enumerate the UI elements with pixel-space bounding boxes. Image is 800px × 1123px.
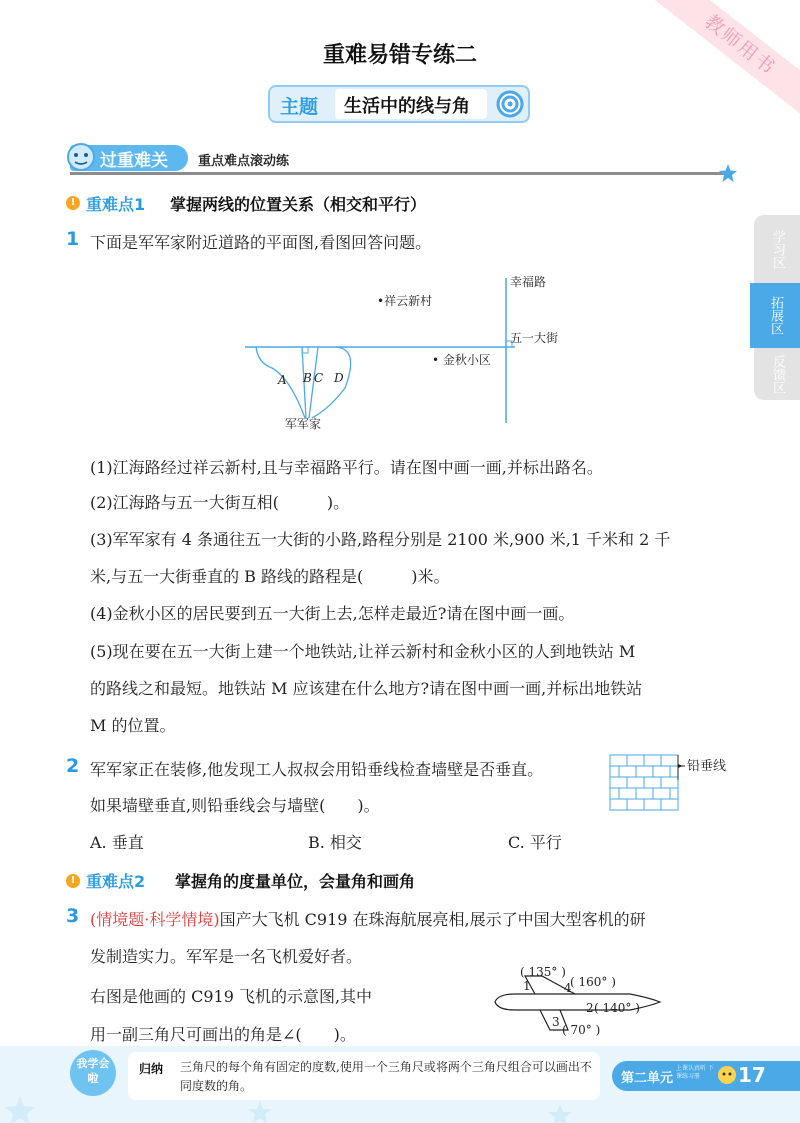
question-1-line-6: (5)现在要在五一大街上建一个地铁站,让祥云新村和金秋小区的人到地铁站 M (90, 642, 636, 661)
key-point-1-label: 重难点1 (86, 195, 146, 214)
question-1-line-4: 米,与五一大街垂直的 B 路线的路程是( )米。 (90, 567, 450, 586)
path-d-label: D (334, 371, 344, 385)
key-point-2-label: 重难点2 (86, 872, 146, 891)
side-tab-study[interactable]: 学习区 (754, 215, 800, 283)
option-b[interactable]: B. 相交 (308, 833, 362, 852)
mascot-icon (64, 141, 98, 173)
question-1-number: 1 (66, 228, 80, 250)
angle-1-index: 1 (523, 979, 531, 993)
page-number: 17 (738, 1063, 766, 1087)
community-label: • 金秋小区 (432, 353, 491, 367)
section-banner-text: 过重难关 (100, 151, 168, 171)
side-tab-extend[interactable]: 拓展区 (750, 283, 800, 348)
page-title: 重难易错专练二 (322, 43, 477, 68)
village-label: •祥云新村 (377, 294, 433, 308)
key-point-1-title: 掌握两线的位置关系（相交和平行） (170, 195, 427, 214)
question-3-line-3: 右图是他画的 C919 飞机的示意图,其中 (90, 987, 373, 1006)
theme-text: 生活中的线与角 (344, 96, 470, 117)
angle-2-value: ( 140° ) (594, 1001, 640, 1015)
question-1-line-2: (2)江海路与五一大街互相( )。 (90, 493, 350, 512)
target-icon (495, 89, 525, 119)
side-tab-feedback[interactable]: 反馈区 (754, 348, 800, 400)
question-1-line-1: (1)江海路经过祥云新村,且与幸福路平行。请在图中画一画,并标出路名。 (90, 458, 603, 477)
question-3-line-2: 发制造实力。军军是一名飞机爱好者。 (90, 947, 363, 966)
home-label: 军军家 (285, 417, 322, 431)
question-2-line-2: 如果墙壁垂直,则铅垂线会与墙壁( )。 (90, 796, 380, 815)
question-3-tag: (情境题·科学情境) (90, 910, 220, 929)
question-3-line-1 (90, 907, 646, 930)
theme-label: 主题 (280, 96, 319, 118)
question-1-line-3: (3)军军家有 4 条通往五一大街的小路,路程分别是 2100 米,900 米,1 千米和 2 千 (90, 530, 671, 549)
question-1-line-8: M 的位置。 (90, 716, 176, 735)
brick-wall-figure (605, 750, 755, 816)
unit-slogan: 上课认真听 下课练习册 (676, 1065, 714, 1080)
key-point-2-title: 掌握角的度量单位，会量角和画角 (175, 872, 416, 891)
path-a-label: A (278, 373, 287, 387)
path-b-label: B (303, 371, 312, 385)
option-c[interactable]: C. 平行 (508, 833, 562, 852)
question-3-number: 3 (66, 905, 80, 927)
footer-bubble-text: 我学会啦 (76, 1057, 110, 1085)
footer-tag: 归纳 (139, 1062, 164, 1076)
star-icon (718, 163, 738, 183)
mascot-icon (716, 1062, 738, 1088)
angle-4-value: ( 160° ) (570, 975, 616, 989)
angle-3-value: ( 70° ) (562, 1023, 601, 1037)
plumb-line-label: 铅垂线 (687, 759, 727, 774)
question-1-line-5: (4)金秋小区的居民要到五一大街上去,怎样走最近?请在图中画一画。 (90, 604, 575, 623)
option-a[interactable]: A. 垂直 (90, 833, 144, 852)
question-1-line-7: 的路线之和最短。地铁站 M 应该建在什么地方?请在图中画一画,并标出地铁站 (90, 679, 643, 698)
section-divider (70, 172, 725, 175)
question-3-line-4: 用一副三角尺可画出的角是∠( )。 (90, 1025, 356, 1044)
angle-4-index: 4 (564, 981, 572, 995)
section-subtitle: 重点难点滚动练 (198, 154, 290, 169)
question-3-text-1: 国产大飞机 C919 在珠海航展亮相,展示了中国大型客机的研 (219, 910, 646, 929)
avenue-label: 五一大街 (510, 331, 559, 345)
warning-icon: ! (66, 196, 80, 210)
angle-3-index: 3 (552, 1015, 560, 1029)
airplane-figure (480, 960, 680, 1042)
corner-stamp: 教师用书 (651, 0, 800, 120)
angle-2-index: 2 (586, 1001, 594, 1015)
path-c-label: C (314, 371, 324, 385)
question-1-stem: 下面是军军家附近道路的平面图,看图回答问题。 (90, 233, 432, 252)
angle-1-value: ( 135° ) (520, 965, 566, 979)
footer-text: 三角尺的每个角有固定的度数,使用一个三角尺或将两个三角尺组合可以画出不同度数的角。 (180, 1060, 592, 1093)
warning-icon: ! (66, 874, 80, 888)
question-2-line-1: 军军家正在装修,他发现工人叔叔会用铅垂线检查墙壁是否垂直。 (90, 760, 544, 779)
road-xingfu-label: 幸福路 (510, 275, 547, 289)
road-map-diagram (240, 268, 590, 438)
unit-label: 第二单元 (621, 1071, 674, 1086)
question-2-number: 2 (66, 755, 80, 777)
